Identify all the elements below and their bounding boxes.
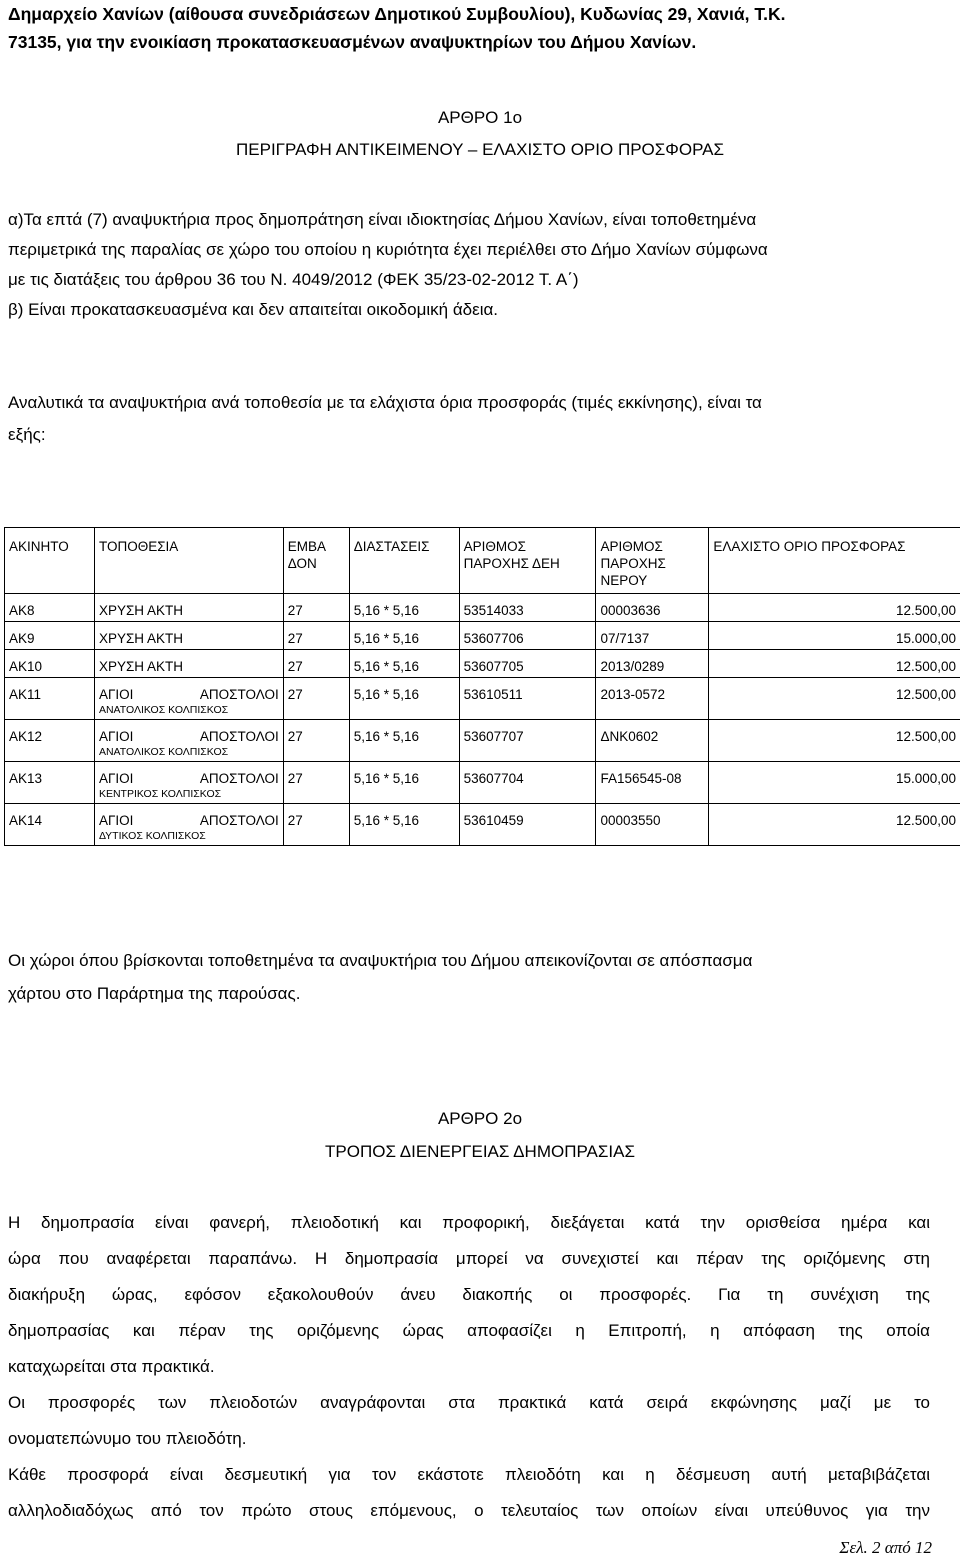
dimensions-cell: 5,16 * 5,16 bbox=[349, 622, 459, 650]
min-offer: 12.500,00 bbox=[709, 720, 960, 762]
min-offer: 12.500,00 bbox=[709, 804, 960, 846]
area-cell: 27 bbox=[283, 650, 349, 678]
table-row bbox=[5, 650, 960, 678]
column-header: ΕΜΒΑ ΔΟΝ bbox=[283, 528, 349, 594]
dimensions-cell: 5,16 * 5,16 bbox=[349, 804, 459, 846]
body-line: διακήρυξη ώρας, εφόσον εξακολουθούν άνευ διακοπής οι προσφορές. Για τη συνέχιση της bbox=[8, 1285, 930, 1304]
power-supply-number: 53514033 bbox=[459, 594, 596, 622]
location-name: ΑΓΙΟΙ bbox=[98, 729, 134, 744]
column-header: ΑΡΙΘΜΟΣ ΠΑΡΟΧΗΣ ΔΕΗ bbox=[459, 528, 596, 594]
water-supply-number: 07/7137 bbox=[596, 622, 709, 650]
table-row bbox=[5, 720, 960, 762]
area-cell: 27 bbox=[283, 762, 349, 804]
location-name: ΧΡΥΣΗ ΑΚΤΗ bbox=[98, 603, 184, 618]
water-supply-number: 2013/0289 bbox=[596, 650, 709, 678]
body-line: α)Τα επτά (7) αναψυκτήρια προς δημοπράτηση είναι ιδιοκτησίας Δήμου Χανίων, είναι τοποθετημένα bbox=[8, 210, 757, 229]
property-id: ΑΚ14 bbox=[5, 804, 95, 846]
body-line: με τις διατάξεις του άρθρου 36 του Ν. 4049/2012 (ΦΕΚ 35/23-02-2012 Τ. Α΄) bbox=[8, 270, 579, 289]
location-sub: ΔΥΤΙΚΟΣ ΚΟΛΠΙΣΚΟΣ bbox=[98, 830, 206, 842]
area-cell: 27 bbox=[283, 622, 349, 650]
page-number: Σελ. 2 από 12 bbox=[839, 1538, 932, 1557]
water-supply-number: 2013-0572 bbox=[596, 678, 709, 720]
location-cell bbox=[94, 678, 283, 720]
table-row bbox=[5, 594, 960, 622]
power-supply-number: 53610459 bbox=[459, 804, 596, 846]
table-row bbox=[5, 804, 960, 846]
property-id: ΑΚ11 bbox=[5, 678, 95, 720]
kiosk-table bbox=[4, 527, 960, 846]
body-line: περιμετρικά της παραλίας σε χώρο του οποίου η κυριότητα έχει περιέλθει στο Δήμο Χανίων σύμφωνα bbox=[8, 240, 768, 259]
location-name-2: ΑΠΟΣΤΟΛΟΙ bbox=[199, 729, 279, 744]
location-sub: ΚΕΝΤΡΙΚΟΣ ΚΟΛΠΙΣΚΟΣ bbox=[98, 788, 222, 800]
table-row bbox=[5, 762, 960, 804]
location-name: ΑΓΙΟΙ bbox=[98, 771, 134, 786]
body-line: Αναλυτικά τα αναψυκτήρια ανά τοποθεσία με τα ελάχιστα όρια προσφοράς (τιμές εκκίνησης), είναι τα bbox=[8, 393, 762, 412]
location-cell bbox=[94, 650, 283, 678]
detail-paragraph bbox=[8, 388, 762, 450]
location-name: ΧΡΥΣΗ ΑΚΤΗ bbox=[98, 631, 184, 646]
min-offer: 12.500,00 bbox=[709, 650, 960, 678]
dimensions-cell: 5,16 * 5,16 bbox=[349, 650, 459, 678]
water-supply-number: ΔΝΚ0602 bbox=[596, 720, 709, 762]
area-cell: 27 bbox=[283, 720, 349, 762]
location-cell bbox=[94, 804, 283, 846]
article-1-title: ΠΕΡΙΓΡΑΦΗ ΑΝΤΙΚΕΙΜΕΝΟΥ – ΕΛΑΧΙΣΤΟ ΟΡΙΟ ΠΡΟΣΦΟΡΑΣ bbox=[235, 140, 725, 159]
area-cell: 27 bbox=[283, 804, 349, 846]
column-header: ΑΚΙΝΗΤΟ bbox=[5, 528, 95, 594]
property-id: ΑΚ12 bbox=[5, 720, 95, 762]
article-2-title: ΤΡΟΠΟΣ ΔΙΕΝΕΡΓΕΙΑΣ ΔΗΜΟΠΡΑΣΙΑΣ bbox=[325, 1142, 635, 1161]
location-name-2: ΑΠΟΣΤΟΛΟΙ bbox=[199, 687, 279, 702]
power-supply-number: 53610511 bbox=[459, 678, 596, 720]
location-name: ΧΡΥΣΗ ΑΚΤΗ bbox=[98, 659, 184, 674]
location-name-2: ΑΠΟΣΤΟΛΟΙ bbox=[199, 813, 279, 828]
body-line: χάρτου στο Παράρτημα της παρούσας. bbox=[8, 984, 301, 1003]
property-id: ΑΚ10 bbox=[5, 650, 95, 678]
location-name: ΑΓΙΟΙ bbox=[98, 813, 134, 828]
location-cell bbox=[94, 720, 283, 762]
article-2-paragraph-1 bbox=[8, 1205, 930, 1529]
power-supply-number: 53607707 bbox=[459, 720, 596, 762]
location-sub: ΑΝΑΤΟΛΙΚΟΣ ΚΟΛΠΙΣΚΟΣ bbox=[98, 746, 229, 758]
body-line: καταχωρείται στα πρακτικά. bbox=[8, 1357, 215, 1376]
dimensions-cell: 5,16 * 5,16 bbox=[349, 762, 459, 804]
body-line: ώρα που αναφέρεται παραπάνω. Η δημοπρασία μπορεί να συνεχιστεί και πέραν της οριζόμενης στη bbox=[8, 1249, 930, 1268]
location-name-2: ΑΠΟΣΤΟΛΟΙ bbox=[199, 771, 279, 786]
location-sub: ΑΝΑΤΟΛΙΚΟΣ ΚΟΛΠΙΣΚΟΣ bbox=[98, 704, 229, 716]
intro-line: 73135, για την ενοικίαση προκατασκευασμένων αναψυκτηρίων του Δήμου Χανίων. bbox=[8, 32, 697, 52]
body-line: δημοπρασίας και πέραν της οριζόμενης ώρας αποφασίζει η Επιτροπή, η απόφαση της οποία bbox=[8, 1321, 930, 1340]
min-offer: 12.500,00 bbox=[709, 678, 960, 720]
dimensions-cell: 5,16 * 5,16 bbox=[349, 678, 459, 720]
body-line: β) Είναι προκατασκευασμένα και δεν απαιτείται οικοδομική άδεια. bbox=[8, 300, 499, 319]
location-cell bbox=[94, 622, 283, 650]
table-row bbox=[5, 678, 960, 720]
map-note bbox=[8, 944, 752, 1010]
area-cell: 27 bbox=[283, 594, 349, 622]
article-1-body bbox=[8, 205, 768, 325]
property-id: ΑΚ13 bbox=[5, 762, 95, 804]
intro-text bbox=[8, 0, 786, 56]
column-header: ΕΛΑΧΙΣΤΟ ΟΡΙΟ ΠΡΟΣΦΟΡΑΣ bbox=[709, 528, 960, 594]
location-name: ΑΓΙΟΙ bbox=[98, 687, 134, 702]
body-line: Οι προσφορές των πλειοδοτών αναγράφονται στα πρακτικά κατά σειρά εκφώνησης μαζί με το bbox=[8, 1393, 930, 1412]
min-offer: 12.500,00 bbox=[709, 594, 960, 622]
article-2-number: ΑΡΘΡΟ 2ο bbox=[437, 1109, 523, 1128]
min-offer: 15.000,00 bbox=[709, 762, 960, 804]
body-line: Κάθε προσφορά είναι δεσμευτική για τον εκάστοτε πλειοδότη και η δέσμευση αυτή μεταβιβάζεται bbox=[8, 1465, 930, 1484]
table-row bbox=[5, 622, 960, 650]
property-id: ΑΚ9 bbox=[5, 622, 95, 650]
property-id: ΑΚ8 bbox=[5, 594, 95, 622]
power-supply-number: 53607705 bbox=[459, 650, 596, 678]
water-supply-number: 00003636 bbox=[596, 594, 709, 622]
intro-line: Δημαρχείο Χανίων (αίθουσα συνεδριάσεων Δημοτικού Συμβουλίου), Κυδωνίας 29, Χανιά, Τ.Κ. bbox=[8, 4, 786, 24]
column-header: ΤΟΠΟΘΕΣΙΑ bbox=[94, 528, 283, 594]
area-cell: 27 bbox=[283, 678, 349, 720]
water-supply-number: FA156545-08 bbox=[596, 762, 709, 804]
body-line: ονοματεπώνυμο του πλειοδότη. bbox=[8, 1429, 247, 1448]
min-offer: 15.000,00 bbox=[709, 622, 960, 650]
column-header: ΔΙΑΣΤΑΣΕΙΣ bbox=[349, 528, 459, 594]
body-line: εξής: bbox=[8, 425, 46, 444]
power-supply-number: 53607706 bbox=[459, 622, 596, 650]
column-header: ΑΡΙΘΜΟΣ ΠΑΡΟΧΗΣ ΝΕΡΟΥ bbox=[596, 528, 709, 594]
location-cell bbox=[94, 762, 283, 804]
body-line: Οι χώροι όπου βρίσκονται τοποθετημένα τα αναψυκτήρια του Δήμου απεικονίζονται σε απόσπασμα bbox=[8, 951, 753, 970]
table-header-row bbox=[5, 528, 960, 594]
body-line: Η δημοπρασία είναι φανερή, πλειοδοτική και προφορική, διεξάγεται κατά την ορισθείσα ημέρα και bbox=[8, 1213, 930, 1232]
location-cell bbox=[94, 594, 283, 622]
water-supply-number: 00003550 bbox=[596, 804, 709, 846]
body-line: αλληλοδιαδόχως από τον πρώτο στους επόμενους, ο τελευταίος των οποίων είναι υπεύθυνος για την bbox=[8, 1501, 930, 1520]
dimensions-cell: 5,16 * 5,16 bbox=[349, 720, 459, 762]
power-supply-number: 53607704 bbox=[459, 762, 596, 804]
article-1-number: ΑΡΘΡΟ 1ο bbox=[437, 108, 523, 127]
dimensions-cell: 5,16 * 5,16 bbox=[349, 594, 459, 622]
